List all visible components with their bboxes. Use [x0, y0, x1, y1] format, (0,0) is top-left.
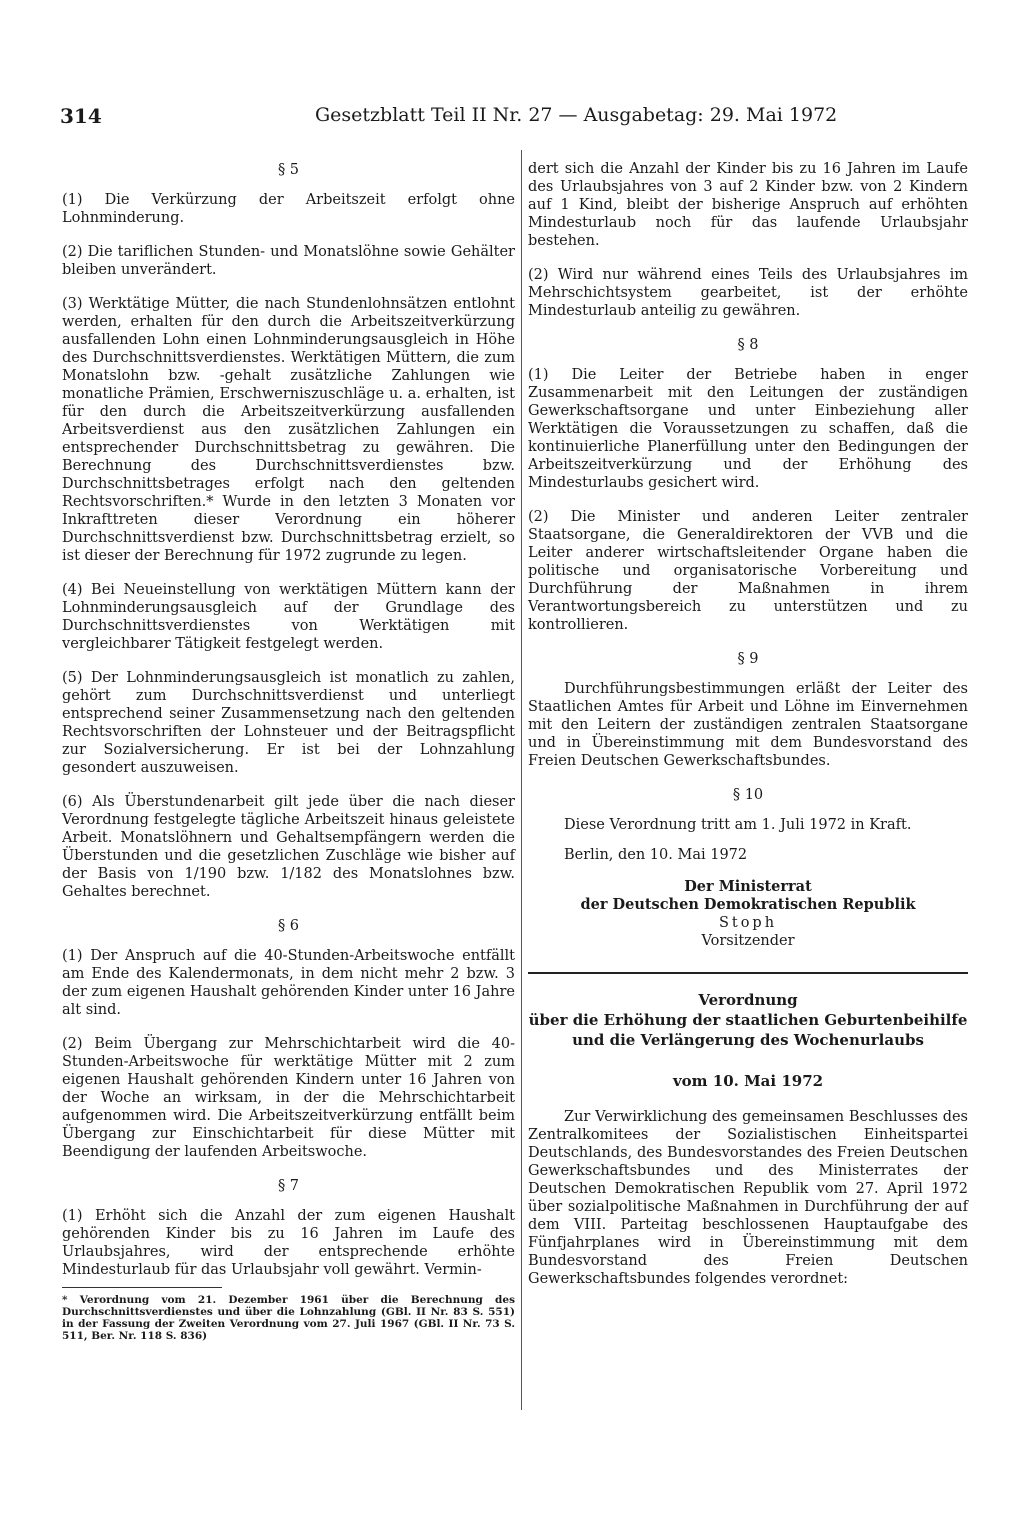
new-ordinance-title-line-2: über die Erhöhung der staatlichen Geburtenbeihilfe: [528, 1011, 968, 1029]
signature-name: Stoph: [718, 915, 778, 931]
s9-paragraph-1: Durchführungsbestimmungen erläßt der Leiter des Staatlichen Amtes für Arbeit und Löhne im Einvernehmen mit den Leitern der zuständigen zentralen Staatsorgane und in Übereinstimmung mit dem Bundesvorstand des Freien Deutschen Gewerkschaftsbundes.: [528, 681, 968, 769]
footnote: * Verordnung vom 21. Dezember 1961 über die Berechnung des Durchschnittsverdienstes und über die Lohnzahlung (GBl. II Nr. 83 S. 551) in der Fassung der Zweiten Verordnung vom 27. Juli 1967 (GBl. II Nr. 73 S. 511, Ber. Nr. 118 S. 836): [62, 1294, 515, 1342]
section-7-heading: § 7: [277, 1178, 300, 1194]
separator-rule: [528, 972, 968, 974]
column-divider: [521, 150, 522, 1410]
section-9-heading: § 9: [737, 651, 759, 667]
s7-paragraph-2: (2) Wird nur während eines Teils des Urlaubsjahres im Mehrschichtsystem gearbeitet, ist der erhöhte Mindesturlaub anteilig zu gewähren.: [528, 267, 968, 319]
new-ordinance-date: vom 10. Mai 1972: [672, 1072, 824, 1090]
right-column: [528, 160, 968, 1304]
s7-continuation: dert sich die Anzahl der Kinder bis zu 16 Jahren im Laufe des Urlaubsjahres von 3 auf 2 Kinder bzw. von 2 Kindern auf 1 Kind, bleibt der bisherige Anspruch auf erhöhten Mindesturlaub noch für das laufende Urlaubsjahr bestehen.: [528, 161, 968, 249]
page-number: 314: [60, 104, 102, 128]
new-ordinance-title-line-3: und die Verlängerung des Wochenurlaubs: [572, 1031, 924, 1049]
s10-paragraph-1: Diese Verordnung tritt am 1. Juli 1972 in Kraft.: [564, 817, 912, 833]
signature-body-line-1: Der Ministerrat: [684, 878, 812, 895]
s5-paragraph-5: (5) Der Lohnminderungsausgleich ist monatlich zu zahlen, gehört zum Durchschnittsverdienst und unterliegt entsprechend seiner Zusammensetzung nach den geltenden Rechtsvorschriften der Lohnsteuer und der Beitragspflicht zur Sozialversicherung. Er ist bei der Lohnzahlung gesondert auszuweisen.: [62, 670, 515, 776]
section-8-heading: § 8: [737, 337, 759, 353]
preamble: Zur Verwirklichung des gemeinsamen Beschlusses des Zentralkomitees der Sozialistischen Einheitspartei Deutschlands, des Bundesvorstandes des Freien Deutschen Gewerkschaftsbundes und des Ministerrates der Deutschen Demokratischen Republik vom 27. April 1972 über sozialpolitische Maßnahmen in Durchführung der auf dem VIII. Parteitag beschlossenen Hauptaufgabe des Fünfjahrplanes wird in Übereinstimmung mit dem Bundesvorstand des Freien Deutschen Gewerkschaftsbundes folgendes verordnet:: [528, 1109, 968, 1287]
s6-paragraph-1: (1) Der Anspruch auf die 40-Stunden-Arbeitswoche entfällt am Ende des Kalendermonats, in dem nicht mehr 2 bzw. 3 der zum eigenen Haushalt gehörenden Kinder unter 16 Jahre alt sind.: [62, 948, 515, 1018]
header-title: Gesetzblatt Teil II Nr. 27 — Ausgabetag: 29. Mai 1972: [315, 104, 838, 126]
signature-body-line-2: der Deutschen Demokratischen Republik: [580, 896, 916, 913]
s5-paragraph-3: (3) Werktätige Mütter, die nach Stundenlohnsätzen entlohnt werden, erhalten für den durch die Arbeitszeitverkürzung ausfallenden Lohn einen Lohnminderungsausgleich in Höhe des Durchschnittsverdienstes. Werktätigen Müttern, die zum Monatslohn bzw. -gehalt zusätzliche Zahlungen wie monatliche Prämien, Erschwerniszuschläge u. a. erhalten, ist für den durch die Arbeitszeitverkürzung ausfallenden Arbeitsverdienst aus den zusätzlichen Zahlungen ein entsprechender Durchschnittsbetrag zu gewähren. Die Berechnung des Durchschnittsverdienstes bzw. Durchschnittsbetrages erfolgt nach den geltenden Rechtsvorschriften.* Wurde in den letzten 3 Monaten vor Inkrafttreten dieser Verordnung ein höherer Durchschnittsverdienst bzw. Durchschnittsbetrag erzielt, so ist dieser der Berechnung für 1972 zugrunde zu legen.: [62, 296, 515, 564]
left-column: [62, 155, 515, 1342]
s5-paragraph-2: (2) Die tariflichen Stunden- und Monatslöhne sowie Gehälter bleiben unverändert.: [62, 244, 515, 278]
s5-paragraph-1: (1) Die Verkürzung der Arbeitszeit erfolgt ohne Lohnminderung.: [62, 192, 515, 226]
footnote-rule: [62, 1287, 222, 1288]
signature-role: Vorsitzender: [701, 933, 795, 949]
s5-paragraph-6: (6) Als Überstundenarbeit gilt jede über die nach dieser Verordnung festgelegte tägliche Arbeitszeit hinaus geleistete Arbeit. Monatslöhnern und Gehaltsempfängern werden die Überstunden und die gesetzlichen Zuschläge wie bisher auf der Basis von 1/190 bzw. 1/182 des Monatslohnes bzw. Gehaltes berechnet.: [62, 794, 515, 900]
s8-paragraph-1: (1) Die Leiter der Betriebe haben in enger Zusammenarbeit mit den Leitungen der zuständigen Gewerkschaftsorgane und unter Einbeziehung aller Werktätigen die Voraussetzungen zu schaffen, daß die kontinuierliche Planerfüllung unter den Bedingungen der Arbeitszeitverkürzung und der Erhöhung des Mindesturlaubs gesichert wird.: [528, 367, 968, 491]
section-10-heading: § 10: [732, 787, 764, 803]
s5-paragraph-4: (4) Bei Neueinstellung von werktätigen Müttern kann der Lohnminderungsausgleich auf der Grundlage des Durchschnittsverdienstes von Werktätigen mit vergleichbarer Tätigkeit festgelegt werden.: [62, 582, 515, 652]
section-6-heading: § 6: [277, 918, 300, 934]
new-ordinance-title-line-1: Verordnung: [698, 991, 798, 1009]
page-header: [60, 104, 960, 132]
new-ordinance-title: [528, 990, 968, 1050]
section-5-heading: § 5: [277, 162, 300, 178]
s7-paragraph-1: (1) Erhöht sich die Anzahl der zum eigenen Haushalt gehörenden Kinder bis zu 16 Jahren im Laufe des Urlaubsjahres, wird der entsprechende erhöhte Mindesturlaub für das Urlaubsjahr voll gewährt. Vermin-: [62, 1208, 515, 1278]
s8-paragraph-2: (2) Die Minister und anderen Leiter zentraler Staatsorgane, die Generaldirektoren der VVB und die Leiter anderer wirtschaftsleitender Organe haben die politische und organisatorische Vorbereitung und Durchführung der Maßnahmen in ihrem Verantwortungsbereich zu unterstützen und zu kontrollieren.: [528, 509, 968, 633]
s6-paragraph-2: (2) Beim Übergang zur Mehrschichtarbeit wird die 40-Stunden-Arbeitswoche für werktätige Mütter mit 2 zum eigenen Haushalt gehörenden Kindern unter 16 Jahren von der Woche an wirksam, in der die Mehrschichtarbeit aufgenommen wird. Die Arbeitszeitverkürzung entfällt beim Übergang zur Einschichtarbeit für diese Mütter mit Beendigung der laufenden Arbeitswoche.: [62, 1036, 515, 1160]
place-and-date: Berlin, den 10. Mai 1972: [564, 847, 748, 863]
